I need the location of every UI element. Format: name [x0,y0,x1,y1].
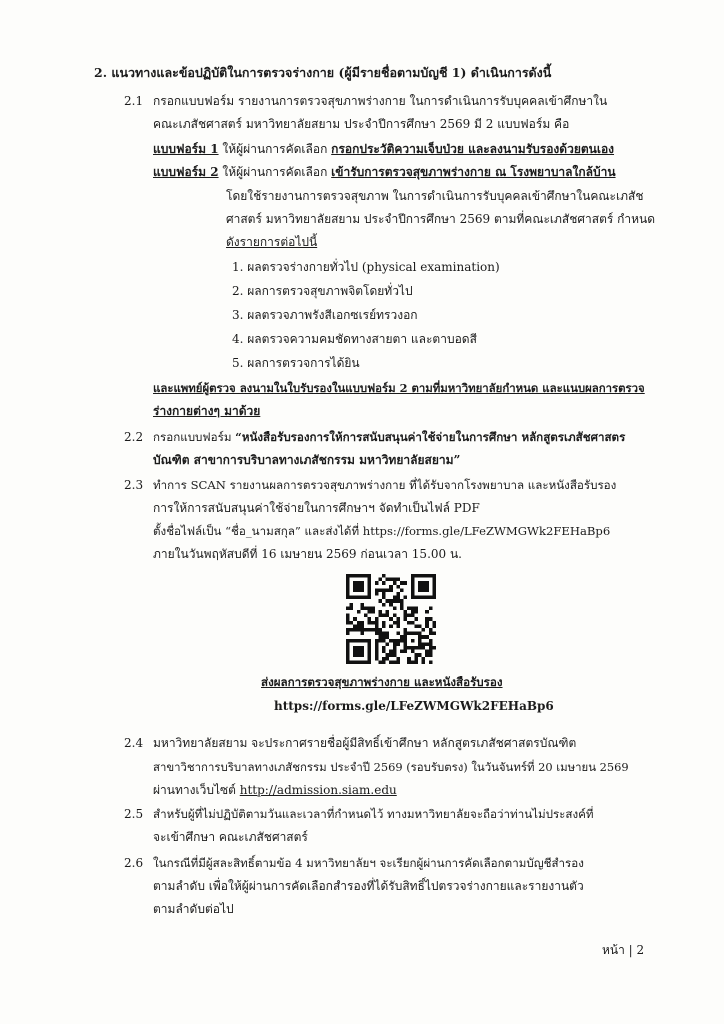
item-number: 2.5 [124,807,144,821]
item-text: ตามลำดับต่อไป [153,902,234,916]
item-text-plain: กรอกแบบฟอร์ม [153,430,236,444]
item-number: 2.1 [124,94,144,108]
item-text: มหาวิทยาลัยสยาม จะประกาศรายชื่อผู้มีสิทธิ์เข้าศึกษา หลักสูตรเภสัชศาสตรบัณฑิต [153,736,577,750]
item-text: ทำการ SCAN รายงานผลการตรวจสุขภาพร่างกาย ที่ได้รับจากโรงพยาบาล และหนังสือรับรอง [153,478,617,492]
item-text: สำหรับผู้ที่ไม่ปฏิบัติตามวันและเวลาที่กำหนดไว้ ทางมหาวิทยาลัยจะถือว่าท่านไม่ประสงค์ที่ [153,807,594,821]
item-text: จะเข้าศึกษา คณะเภสัชศาสตร์ [153,830,308,844]
form2-line [153,163,616,181]
qr-url[interactable]: https://forms.gle/LFeZWMGWk2FEHaBp6 [274,699,554,713]
item-text: กรอกแบบฟอร์ม รายงานการตรวจสุขภาพร่างกาย ในการดำเนินการรับบุคคลเข้าศึกษาใน [153,94,608,108]
item-text: ในกรณีที่มีผู้สละสิทธิ์ตามข้อ 4 มหาวิทยาลัยฯ จะเรียกผู้ผ่านการคัดเลือกตามบัญชีสำรอง [153,856,584,870]
item-number: 2.4 [124,736,144,750]
item-text: คณะเภสัชศาสตร์ มหาวิทยาลัยสยาม ประจำปีการศึกษา 2569 มี 2 แบบฟอร์ม คือ [153,117,570,131]
form1-line [153,140,614,158]
item-text-bold: “หนังสือรับรองการให้การสนับสนุนค่าใช้จ่ายในการศึกษา หลักสูตรเภสัชศาสตร [235,430,626,444]
form2-text: ให้ผู้ผ่านการคัดเลือก [218,165,332,179]
item-text: สาขาวิชาการบริบาลทางเภสัชกรรม ประจำปี 2569 (รอบรับตรง) ในวันจันทร์ที่ 20 เมษายน 2569 [153,760,629,774]
item-number: 2.3 [124,478,144,492]
qr-caption: ส่งผลการตรวจสุขภาพร่างกาย และหนังสือรับรอง [261,675,503,689]
item-number: 2.2 [124,430,144,444]
item-text-bold: บัณฑิต สาขาการบริบาลทางเภสัชกรรม มหาวิทยาลัยสยาม” [153,453,461,467]
list-item: 1. ผลตรวจร่างกายทั่วไป (physical examination) [232,260,500,274]
page-number: หน้า | 2 [602,943,645,957]
note-text: ร่างกายต่างๆ มาด้วย [153,404,261,418]
item-text: ตามลำดับ เพื่อให้ผู้ผ่านการคัดเลือกสำรองที่ได้รับสิทธิ์ไปตรวจร่างกายและรายงานตัว [153,879,584,893]
deadline-text: ภายในวันพฤหัสบดีที่ 16 เมษายน 2569 ก่อนเวลา 15.00 น. [153,547,462,561]
form2-label: แบบฟอร์ม 2 [153,165,219,179]
section-heading: 2. แนวทางและข้อปฏิบัติในการตรวจร่างกาย (ผู้มีรายชื่อตามบัญชี 1) ดำเนินการดังนี้ [94,65,552,80]
website-link[interactable]: http://admission.siam.edu [239,783,397,797]
item-text: ตั้งชื่อไฟล์เป็น “ชื่อ_นามสกุล” และส่งได้ที่ https://forms.gle/LFeZWMGWk2FEHaBp6 [153,524,611,538]
qr-code-image [346,574,436,664]
qr-code[interactable] [346,574,436,664]
list-intro: ดังรายการต่อไปนี้ [226,235,318,249]
website-prefix: ผ่านทางเว็บไซต์ [153,783,240,797]
list-item: 2. ผลการตรวจสุขภาพจิตโดยทั่วไป [232,284,413,298]
item-text [153,428,625,446]
list-item: 4. ผลตรวจความคมชัดทางสายตา และตาบอดสี [232,332,477,346]
note-text: และแพทย์ผู้ตรวจ ลงนามในใบรับรองในแบบฟอร์ม 2 ตามที่มหาวิทยาลัยกำหนด และแนบผลการตรวจ [153,381,645,395]
form2-detail: เข้ารับการตรวจสุขภาพร่างกาย ณ โรงพยาบาลใกล้บ้าน [331,165,616,179]
list-item: 3. ผลตรวจภาพรังสีเอกซเรย์ทรวงอก [232,308,418,322]
form1-label: แบบฟอร์ม 1 [153,142,219,156]
form1-detail: กรอกประวัติความเจ็บป่วย และลงนามรับรองด้วยตนเอง [331,142,615,156]
item-text [153,781,397,799]
item-text: ศาสตร์ มหาวิทยาลัยสยาม ประจำปีการศึกษา 2569 ตามที่คณะเภสัชศาสตร์ กำหนด [226,212,656,226]
form1-text: ให้ผู้ผ่านการคัดเลือก [218,142,332,156]
item-text: การให้การสนับสนุนค่าใช้จ่ายในการศึกษาฯ จัดทำเป็นไฟล์ PDF [153,501,480,515]
item-number: 2.6 [124,856,144,870]
item-text: โดยใช้รายงานการตรวจสุขภาพ ในการดำเนินการรับบุคคลเข้าศึกษาในคณะเภสัช [226,189,644,203]
list-item: 5. ผลการตรวจการได้ยิน [232,356,360,370]
